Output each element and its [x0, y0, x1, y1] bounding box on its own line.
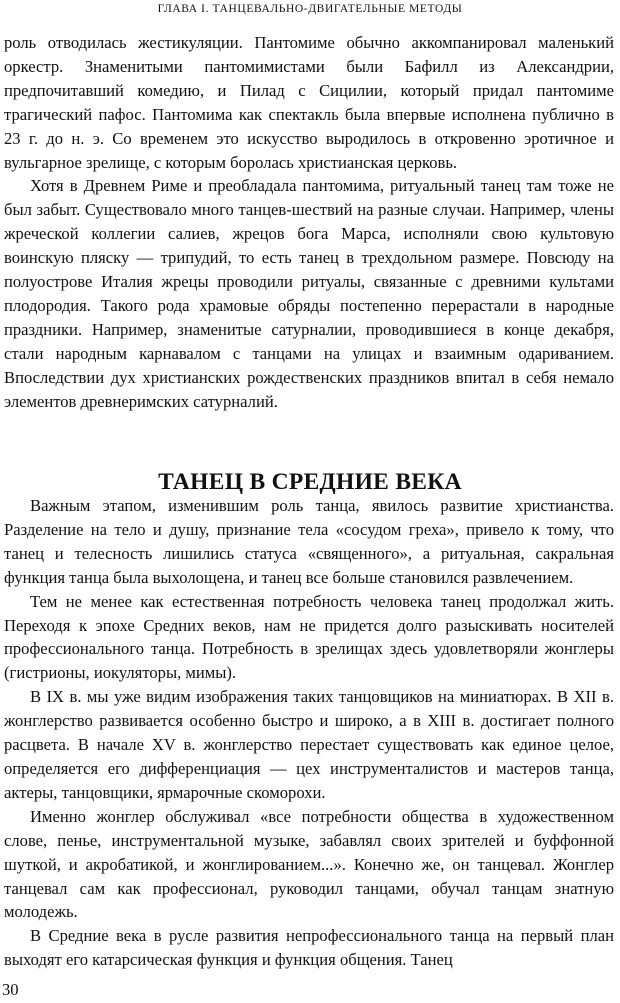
body-text-before-section — [4, 31, 614, 414]
section-title: ТАНЕЦ В СРЕДНИЕ ВЕКА — [158, 468, 462, 495]
paragraph-middle-ages-dance: В Средние века в русле развития непрофессионального танца на первый план выходят его катарсическая функция и функция общения. Танец — [4, 926, 614, 970]
paragraph-ancient-rome-ritual-dance: Хотя в Древнем Риме и преобладала пантомима, ритуальный танец там тоже не был забыт. Существовало много танцев-шествий на разные случаи. Например, члены жреческой коллегии салиев, жрецов бога Марса, исполняли свою культовую воинскую пляску — трипудий, то есть танец в трехдольном размере. Повсюду на полуострове Италия жрецы проводили ритуалы, связанные с древними культами плодородия. Такого рода храмовые обряды постепенно перерастали в народные праздники. Например, знаменитые сатурналии, проводившиеся в конце декабря, стали народным карнавалом с танцами на улицах и взаимным одариванием. Впоследствии дух христианских рождественских праздников впитал в себя немало элементов древнеримских сатурналий. — [4, 176, 614, 411]
paragraph-jongleur-duties: Именно жонглер обслуживал «все потребности общества в художественном слове, пенье, инструментальной музыке, забавлял своих зрителей и буффонной шуткой, и акробатикой, и жонглированием...». Конечно же, он танцевал. Жонглер танцевал сам как профессионал, руководил танцами, обучал танцам знатную молодежь. — [4, 806, 614, 922]
paragraph-jongleurs: Тем не менее как естественная потребность человека танец продолжал жить. Переходя к эпохе Средних веков, нам не придется долго разыскивать носителей профессионального танца. Потребность в зрелищах здесь удовлетворяли жонглеры (гистрионы, иокуляторы, мимы). — [4, 591, 614, 683]
paragraph-continued: роль отводилась жестикуляции. Пантомиме обычно аккомпанировал маленький оркестр. Знаменитыми пантомимистами были Бафилл из Александрии, предпочитавший комедию, и Пилад с Сицилии, который придал пантомиме трагический пафос. Пантомима как спектакль была впервые исполнена публично в 23 г. до н. э. Со временем это искусство выродилось в откровенно эротичное и вульгарное зрелище, с которым боролась христианская церковь. — [4, 33, 614, 172]
body-text-after-section — [4, 494, 614, 972]
running-head: ГЛАВА I. ТАНЦЕВАЛЬНО-ДВИГАТЕЛЬНЫЕ МЕТОДЫ — [157, 3, 463, 15]
paragraph-jongleur-history: В IX в. мы уже видим изображения таких танцовщиков на миниатюрах. В XII в. жонглерство развивается особенно быстро и широко, а в XIII в. достигает полного расцвета. В начале XV в. жонглерство перестает существовать как единое целое, определяется его дифференциация — цех инструменталистов и мастеров танца, актеры, танцовщики, ярмарочные скоморохи. — [4, 687, 614, 802]
paragraph-christianity: Важным этапом, изменившим роль танца, явилось развитие христианства. Разделение на тело и душу, признание тела «сосудом греха», привело к тому, что танец и телесность лишились статуса «священного», а ритуальная, сакральная функция танца была выхолощена, и танец все больше становился развлечением. — [4, 496, 614, 587]
page-number: 30 — [2, 980, 19, 999]
